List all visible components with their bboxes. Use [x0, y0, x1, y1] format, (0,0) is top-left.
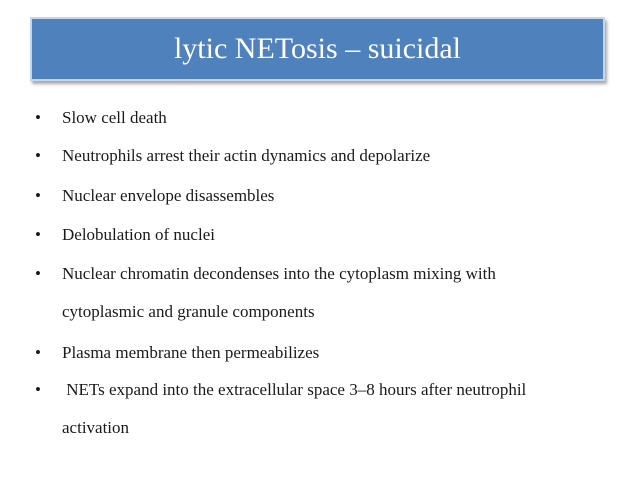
bullet-item	[35, 380, 602, 438]
bullet-text	[62, 380, 602, 438]
bullet-line-continuation: activation	[62, 418, 130, 437]
bullet-line-continuation: cytoplasmic and granule components	[62, 302, 315, 321]
slide-title: lytic NETosis – suicidal	[173, 32, 462, 65]
bullet-line: NETs expand into the extracellular space 3–8 hours after neutrophil	[62, 380, 527, 399]
bullet-item	[35, 186, 602, 206]
bullet-dot: •	[35, 108, 41, 127]
bullet-text	[62, 186, 602, 206]
bullet-line: Slow cell death	[62, 108, 167, 127]
bullet-dot: •	[35, 264, 41, 283]
bullet-dot: •	[35, 343, 41, 362]
bullet-line: Nuclear chromatin decondenses into the cytoplasm mixing with	[62, 264, 496, 283]
bullet-item	[35, 343, 602, 363]
bullet-line: Delobulation of nuclei	[62, 225, 215, 244]
bullet-text	[62, 108, 602, 128]
bullet-dot: •	[35, 380, 41, 399]
bullet-text	[62, 146, 602, 166]
bullet-item	[35, 146, 602, 166]
bullet-text	[62, 264, 602, 322]
bullet-line: Nuclear envelope disassembles	[62, 186, 275, 205]
bullet-line: Plasma membrane then permeabilizes	[62, 343, 320, 362]
bullet-dot: •	[35, 186, 41, 205]
bullet-item	[35, 108, 602, 128]
bullet-line: Neutrophils arrest their actin dynamics and depolarize	[62, 146, 431, 165]
bullet-text	[62, 225, 602, 245]
bullet-dot: •	[35, 146, 41, 165]
bullet-dot: •	[35, 225, 41, 244]
bullet-text	[62, 343, 602, 363]
bullet-item	[35, 264, 602, 322]
bullet-item	[35, 225, 602, 245]
